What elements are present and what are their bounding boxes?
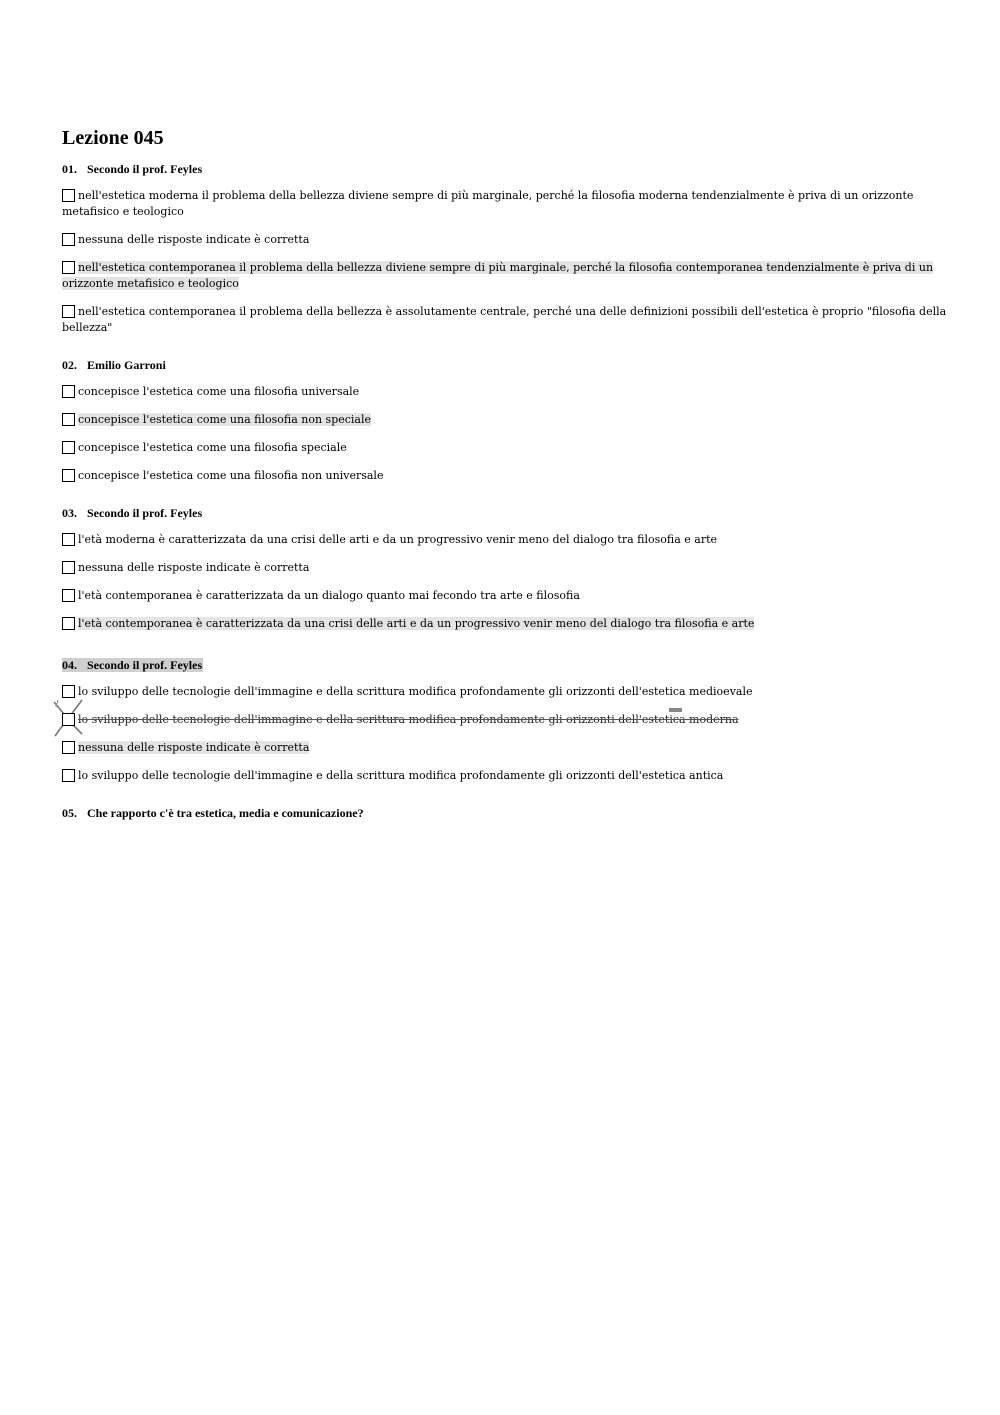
answer-option-highlighted — [62, 616, 952, 632]
question-prompt: Secondo il prof. Feyles — [87, 162, 203, 176]
answer-checkbox[interactable] — [62, 561, 75, 574]
answer-checkbox[interactable] — [62, 617, 75, 630]
question-heading — [62, 506, 952, 520]
answer-text: concepisce l'estetica come una filosofia non speciale — [78, 413, 372, 426]
answer-checkbox[interactable] — [62, 769, 75, 782]
answer-option — [62, 468, 952, 484]
question-heading-highlighted — [62, 658, 203, 672]
answer-text: nell'estetica moderna il problema della bellezza diviene sempre di più marginale, perché la filosofia moderna tendenzialmente è priva di un orizzonte metafisico e teologico — [62, 189, 914, 218]
answer-text: concepisce l'estetica come una filosofia speciale — [78, 441, 347, 454]
answer-text: lo sviluppo delle tecnologie dell'immagine e della scrittura modifica profondamente gli orizzonti dell'estetica antica — [78, 769, 724, 782]
answer-checkbox[interactable] — [62, 589, 75, 602]
answer-option-crossed — [62, 712, 952, 728]
answer-option-highlighted — [62, 260, 952, 292]
answer-checkbox[interactable] — [62, 189, 75, 202]
question-03 — [62, 506, 952, 632]
question-number: 03. — [62, 506, 77, 520]
answer-text: nell'estetica contemporanea il problema della bellezza è assolutamente centrale, perché una delle definizioni possibili dell'estetica è proprio "filosofia della bellezza" — [62, 305, 947, 334]
answer-option — [62, 588, 952, 604]
question-number: 01. — [62, 162, 77, 176]
answer-option — [62, 232, 952, 248]
question-number: 02. — [62, 358, 77, 372]
answer-text: lo sviluppo delle tecnologie dell'immagine e della scrittura modifica profondamente gli orizzonti dell'estetica medioevale — [78, 685, 753, 698]
answer-text: nessuna delle risposte indicate è corretta — [78, 741, 310, 754]
answer-option — [62, 684, 952, 700]
question-prompt: Secondo il prof. Feyles — [87, 658, 203, 672]
document-page — [62, 126, 952, 842]
answer-text: l'età contemporanea è caratterizzata da una crisi delle arti e da un progressivo venir meno del dialogo tra filosofia e arte — [78, 617, 755, 630]
question-heading — [62, 806, 952, 820]
answer-option — [62, 384, 952, 400]
answer-option — [62, 304, 952, 336]
answer-option — [62, 440, 952, 456]
pen-mark — [669, 708, 682, 712]
question-01 — [62, 162, 952, 336]
answer-option — [62, 532, 952, 548]
answer-text: nessuna delle risposte indicate è corretta — [78, 561, 310, 574]
answer-text: concepisce l'estetica come una filosofia universale — [78, 385, 360, 398]
answer-option — [62, 188, 952, 220]
answer-text: concepisce l'estetica come una filosofia non universale — [78, 469, 384, 482]
question-heading — [62, 162, 952, 176]
answer-text: l'età moderna è caratterizzata da una crisi delle arti e da un progressivo venir meno del dialogo tra filosofia e arte — [78, 533, 718, 546]
question-heading — [62, 358, 952, 372]
answer-checkbox[interactable] — [62, 305, 75, 318]
answer-checkbox[interactable] — [62, 469, 75, 482]
answer-text: lo sviluppo delle tecnologie dell'immagine e della scrittura modifica profondamente gli orizzonti dell'estetica moderna — [78, 713, 739, 726]
answer-option — [62, 768, 952, 784]
answer-text: l'età contemporanea è caratterizzata da un dialogo quanto mai fecondo tra arte e filosofia — [78, 589, 580, 602]
answer-checkbox[interactable] — [62, 233, 75, 246]
answer-checkbox[interactable] — [62, 713, 75, 726]
answer-text: nessuna delle risposte indicate è corretta — [78, 233, 310, 246]
answer-checkbox[interactable] — [62, 685, 75, 698]
answer-text: nell'estetica contemporanea il problema della bellezza diviene sempre di più marginale, perché la filosofia contemporanea tendenzialmente è priva di un orizzonte metafisico e teologico — [62, 261, 934, 290]
question-number: 04. — [62, 658, 77, 672]
answer-option-highlighted — [62, 412, 952, 428]
answer-option-highlighted — [62, 740, 952, 756]
question-prompt: Che rapporto c'è tra estetica, media e comunicazione? — [87, 806, 364, 820]
question-05 — [62, 806, 952, 820]
question-prompt: Emilio Garroni — [87, 358, 166, 372]
answer-checkbox[interactable] — [62, 741, 75, 754]
answer-option — [62, 560, 952, 576]
question-04 — [62, 654, 952, 784]
question-number: 05. — [62, 806, 77, 820]
answer-checkbox[interactable] — [62, 533, 75, 546]
answer-checkbox[interactable] — [62, 261, 75, 274]
question-02 — [62, 358, 952, 484]
answer-checkbox[interactable] — [62, 385, 75, 398]
lesson-title: Lezione 045 — [62, 127, 164, 149]
answer-checkbox[interactable] — [62, 441, 75, 454]
question-prompt: Secondo il prof. Feyles — [87, 506, 203, 520]
answer-checkbox[interactable] — [62, 413, 75, 426]
